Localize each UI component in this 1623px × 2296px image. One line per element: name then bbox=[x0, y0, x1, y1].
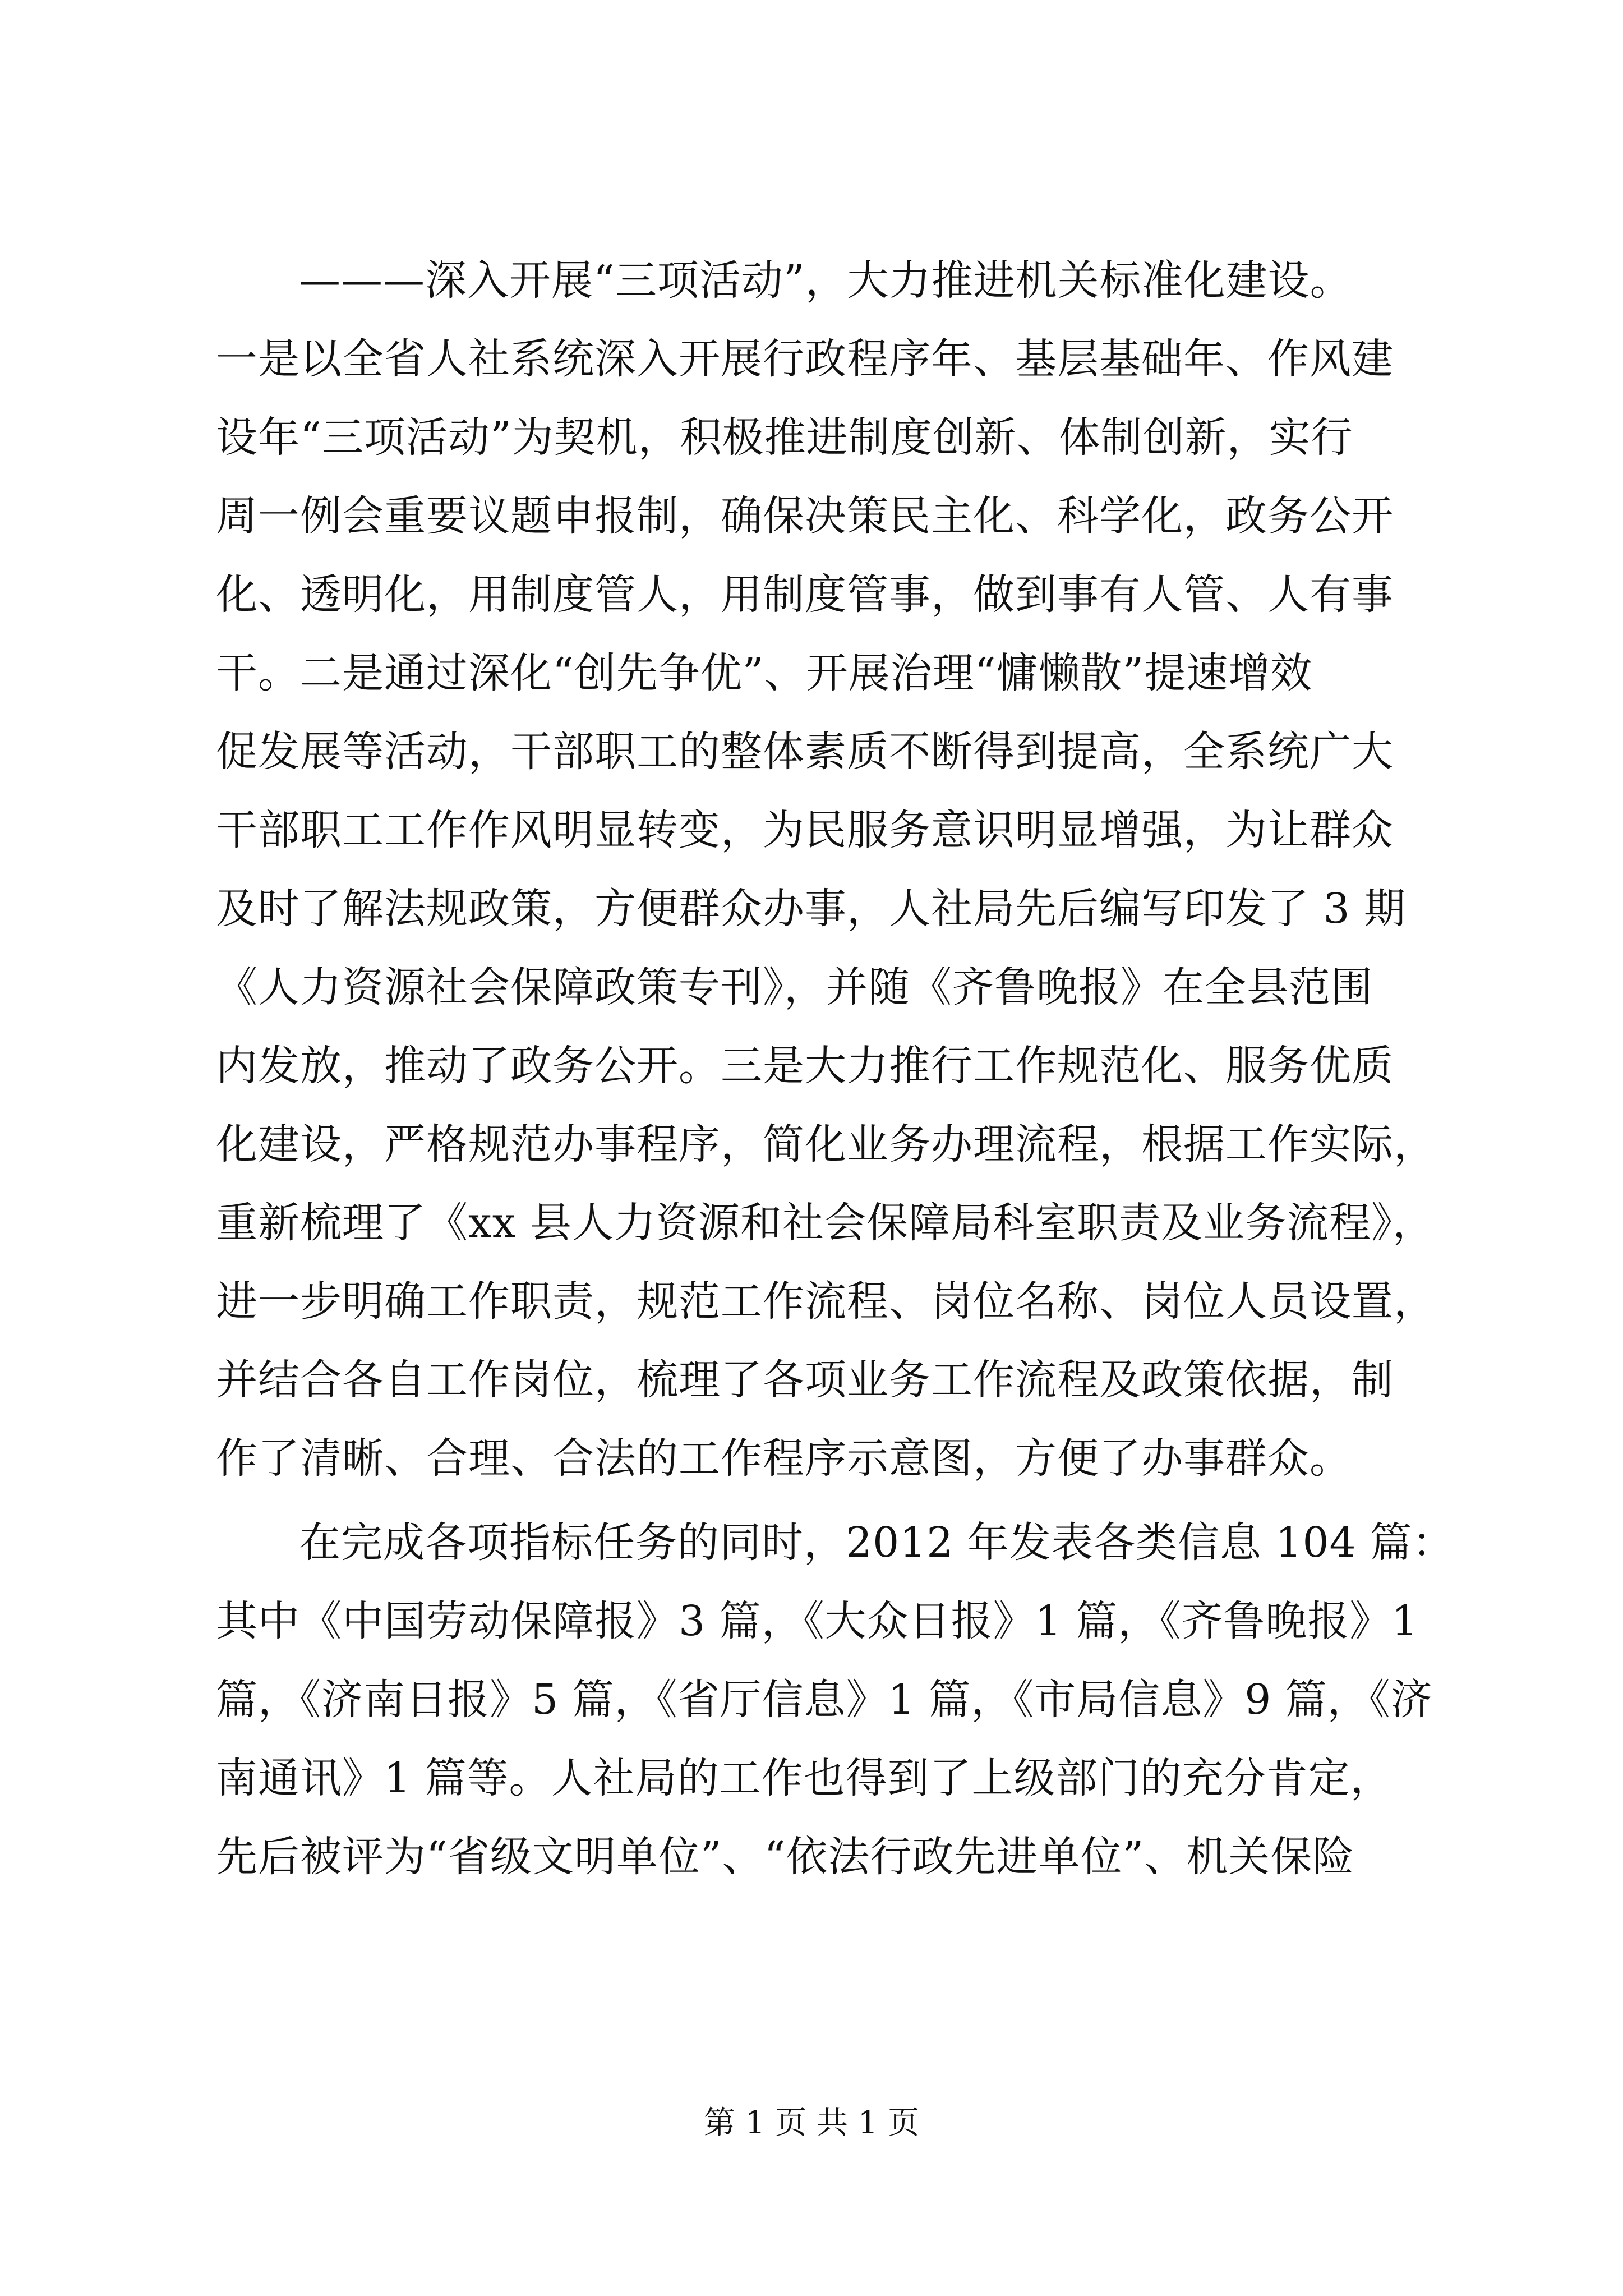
text-line: 在完成各项指标任务的同时，2012 年发表各类信息 104 篇： bbox=[299, 1519, 1455, 1567]
text-line: 设年“三项活动”为契机，积极推进制度创新、体制创新，实行 bbox=[216, 413, 1353, 462]
text-line: 并结合各自工作岗位，梳理了各项业务工作流程及政策依据，制 bbox=[216, 1356, 1394, 1404]
text-line: 干。二是通过深化“创先争优”、开展治理“慵懒散”提速增效 bbox=[216, 649, 1313, 697]
text-line: 促发展等活动，干部职工的整体素质不断得到提高，全系统广大 bbox=[216, 728, 1394, 776]
page-footer: 第 1 页 共 1 页 bbox=[703, 2105, 920, 2141]
text-line: 一是以全省人社系统深入开展行政程序年、基层基础年、作风建 bbox=[216, 335, 1394, 383]
text-line: 化、透明化，用制度管人，用制度管事，做到事有人管、人有事 bbox=[216, 570, 1394, 619]
text-line: 作了清晰、合理、合法的工作程序示意图，方便了办事群众。 bbox=[216, 1434, 1352, 1483]
text-line: 先后被评为“省级文明单位”、“依法行政先进单位”、机关保险 bbox=[216, 1833, 1355, 1881]
text-line: 《人力资源社会保障政策专刊》，并随《齐鲁晚报》在全县范围 bbox=[216, 963, 1373, 1011]
text-line: 化建设，严格规范办事程序，简化业务办理流程，根据工作实际， bbox=[216, 1120, 1436, 1168]
text-line: 篇，《济南日报》5 篇，《省厅信息》1 篇，《市局信息》9 篇，《济 bbox=[216, 1676, 1433, 1724]
text-line: 周一例会重要议题申报制，确保决策民主化、科学化，政务公开 bbox=[216, 492, 1394, 540]
text-line: 重新梳理了《xx 县人力资源和社会保障局科室职责及业务流程》， bbox=[216, 1199, 1435, 1247]
text-line: 干部职工工作作风明显转变，为民服务意识明显增强，为让群众 bbox=[216, 806, 1394, 854]
paragraph-gap bbox=[216, 1498, 1450, 1503]
paragraph-1 bbox=[216, 241, 1450, 1498]
text-line: 南通讯》1 篇等。人社局的工作也得到了上级部门的充分肯定， bbox=[216, 1754, 1393, 1802]
document-body bbox=[216, 241, 1455, 1896]
text-line: ———深入开展“三项活动”，大力推进机关标准化建设。 bbox=[299, 256, 1352, 305]
text-line: 其中《中国劳动保障报》3 篇，《大众日报》1 篇，《齐鲁晚报》1 bbox=[216, 1597, 1419, 1645]
text-line: 进一步明确工作职责，规范工作流程、岗位名称、岗位人员设置， bbox=[216, 1277, 1436, 1326]
text-line: 内发放，推动了政务公开。三是大力推行工作规范化、服务优质 bbox=[216, 1042, 1394, 1090]
paragraph-2 bbox=[216, 1503, 1455, 1896]
text-line: 及时了解法规政策，方便群众办事，人社局先后编写印发了 3 期 bbox=[216, 885, 1407, 933]
